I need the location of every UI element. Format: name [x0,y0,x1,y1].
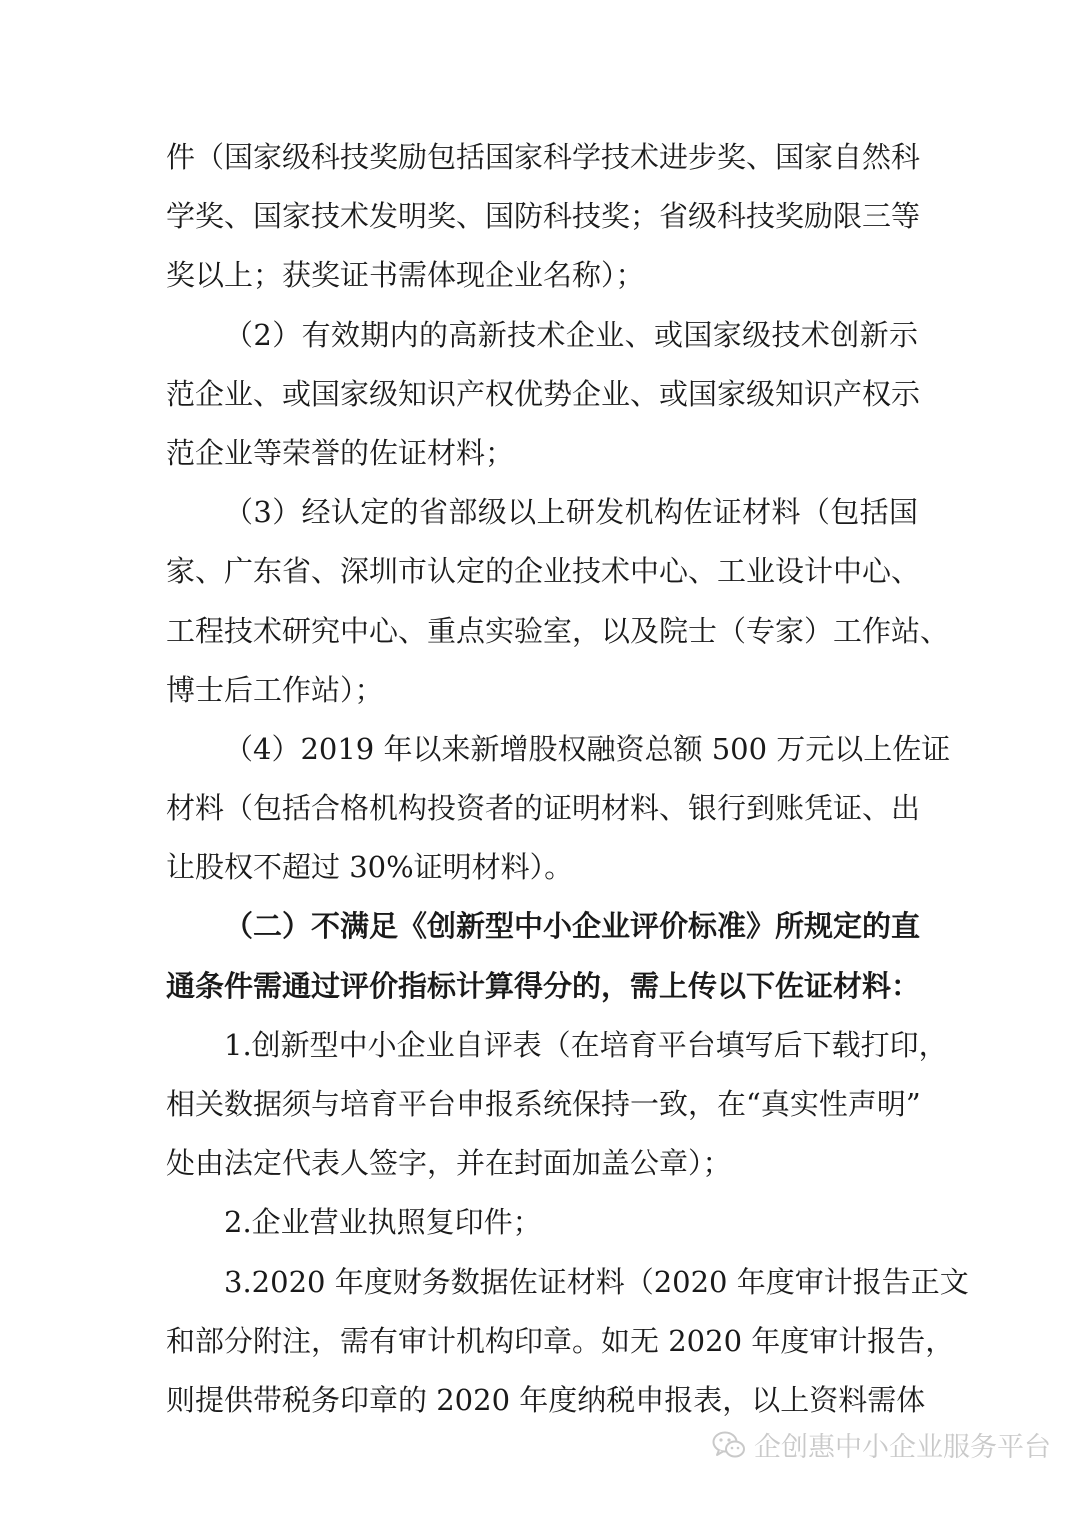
watermark-text: 企创惠中小企业服务平台 [754,1432,1051,1463]
text-line: 2.企业营业执照复印件； [224,1205,542,1240]
watermark [712,1425,1051,1464]
text-line: 相关数据须与培育平台申报系统保持一致，在“真实性声明” [166,1087,921,1121]
text-line: 奖以上；获奖证书需体现企业名称）； [166,258,645,293]
text-line: （2）有效期内的高新技术企业、或国家级技术创新示 [224,317,918,352]
text-line: 范企业等荣誉的佐证材料； [166,435,515,470]
text-line: 范企业、或国家级知识产权优势企业、或国家级知识产权示 [166,376,921,411]
document-body [166,128,969,1430]
text-line: 材料（包括合格机构投资者的证明材料、银行到账凭证、出 [166,791,921,826]
text-line: 件（国家级科技奖励包括国家科学技术进步奖、国家自然科 [166,140,921,174]
text-line: 工程技术研究中心、重点实验室，以及院士（专家）工作站、 [166,613,950,648]
text-line: 学奖、国家技术发明奖、国防科技奖；省级科技奖励限三等 [166,199,921,234]
text-line: 则提供带税务印章的 2020 年度纳税申报表，以上资料需体 [166,1382,926,1417]
text-line: 和部分附注，需有审计机构印章。如无 2020 年度审计报告， [166,1323,955,1358]
text-line: 博士后工作站）； [166,672,384,707]
text-line: 家、广东省、深圳市认定的企业技术中心、工业设计中心、 [166,554,921,589]
section-heading-line: 通条件需通过评价指标计算得分的，需上传以下佐证材料： [166,968,921,1003]
text-line: 处由法定代表人签字，并在封面加盖公章）； [166,1146,732,1181]
section-heading-line: （二）不满足《创新型中小企业评价标准》所规定的直 [224,909,921,944]
text-line: （4）2019 年以来新增股权融资总额 500 万元以上佐证 [224,731,951,766]
text-line: 1.创新型中小企业自评表（在培育平台填写后下载打印， [224,1027,948,1062]
wechat-icon [712,1430,746,1460]
text-line: 让股权不超过 30%证明材料）。 [166,850,574,885]
text-line: 3.2020 年度财务数据佐证材料（2020 年度审计报告正文 [224,1264,969,1299]
text-line: （3）经认定的省部级以上研发机构佐证材料（包括国 [224,495,918,530]
